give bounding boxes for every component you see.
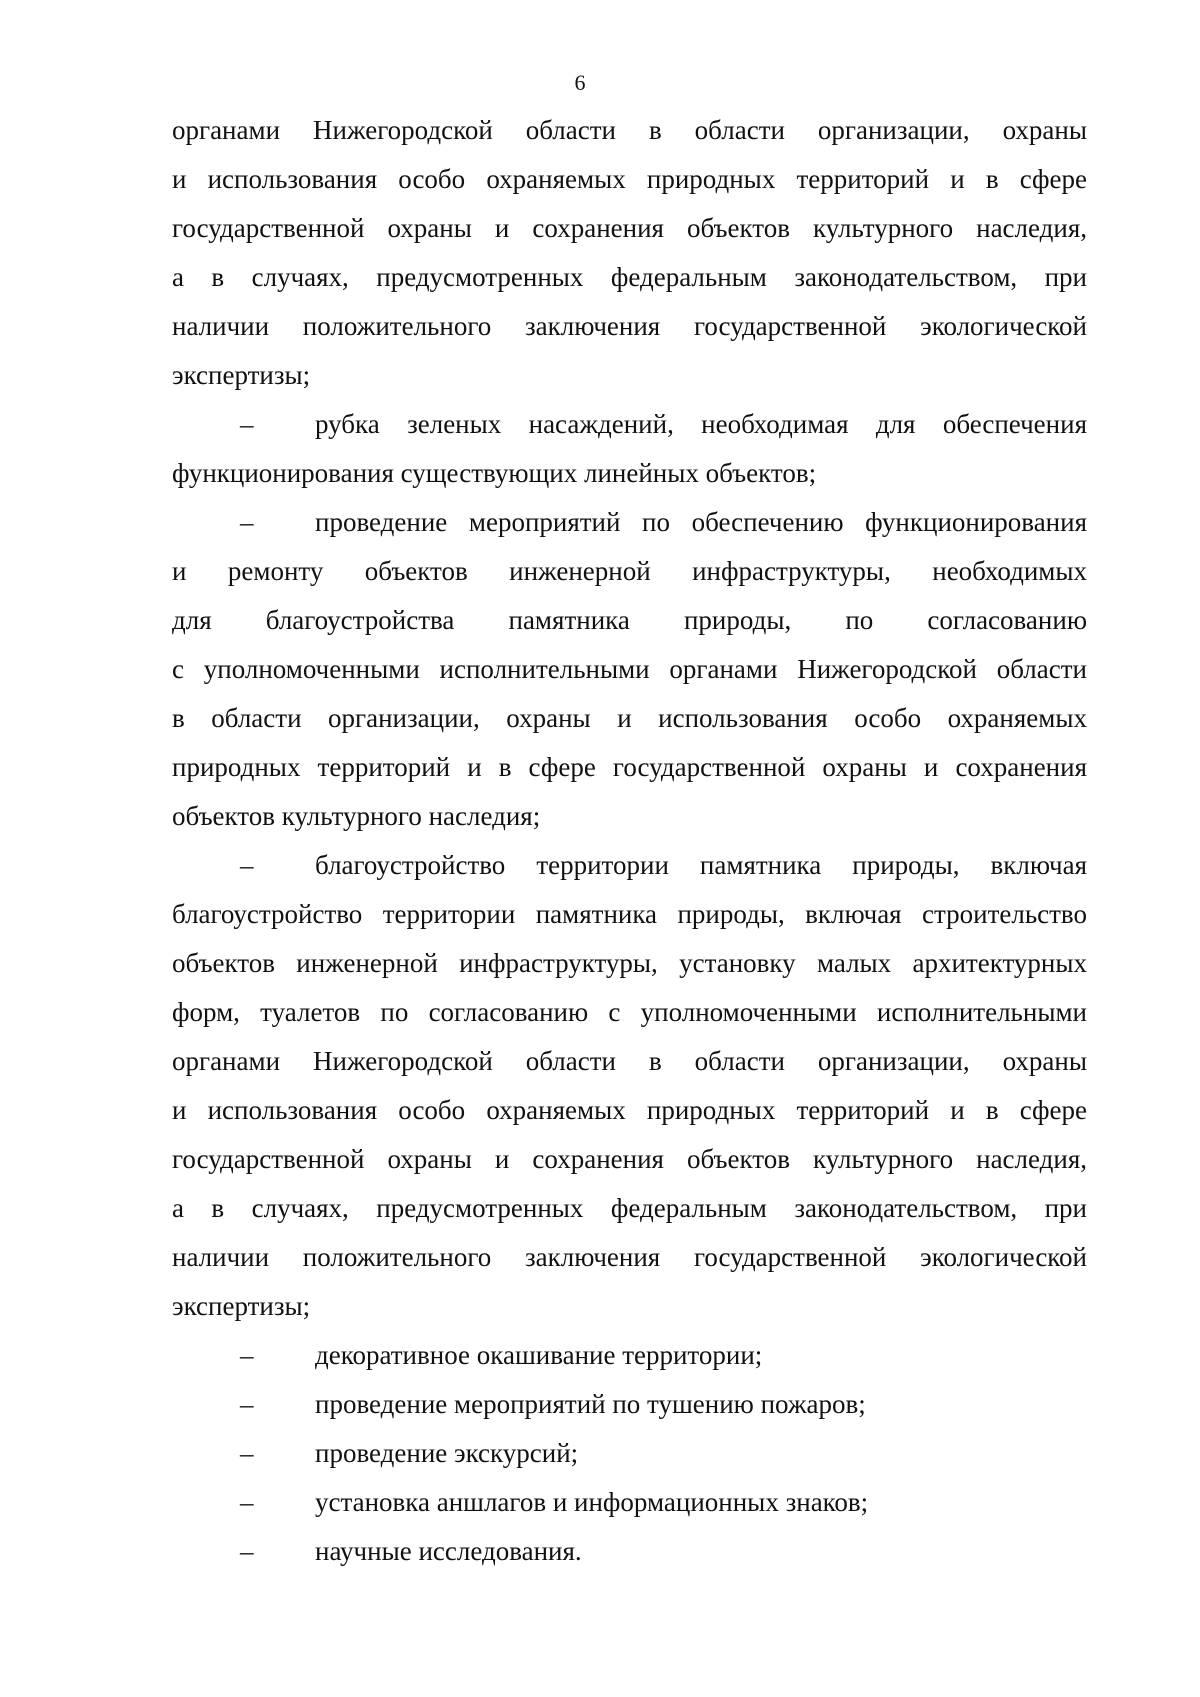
dash-bullet: – bbox=[240, 507, 254, 537]
text-line: государственной охраны и сохранения объектов культурного наследия, bbox=[172, 1144, 1087, 1174]
list-item bbox=[172, 1429, 1087, 1478]
document-body bbox=[172, 106, 1087, 1576]
text-line: и использования особо охраняемых природных территорий и в сфере bbox=[172, 1095, 1087, 1125]
text-line: органами Нижегородской области в области организации, охраны bbox=[172, 1046, 1087, 1076]
dash-bullet: – bbox=[240, 409, 254, 439]
text-line: а в случаях, предусмотренных федеральным законодательством, при bbox=[172, 262, 1087, 292]
text-line: в области организации, охраны и использования особо охраняемых bbox=[172, 703, 1087, 733]
text-line: с уполномоченными исполнительными органами Нижегородской области bbox=[172, 654, 1087, 684]
dash-bullet: – bbox=[240, 1340, 254, 1370]
text-line: для благоустройства памятника природы, по согласованию bbox=[172, 605, 1087, 635]
intro-paragraph bbox=[172, 106, 1087, 400]
text-line: экспертизы; bbox=[172, 1291, 311, 1321]
text-line: рубка зеленых насаждений, необходимая для обеспечения bbox=[315, 409, 1087, 439]
text-line: и ремонту объектов инженерной инфраструктуры, необходимых bbox=[172, 556, 1087, 586]
page-number: 6 bbox=[574, 70, 586, 95]
list-item bbox=[172, 1478, 1087, 1527]
list-item-first-line bbox=[172, 498, 1087, 547]
text-line: наличии положительного заключения государственной экологической bbox=[172, 311, 1087, 341]
list-item-first-line bbox=[172, 400, 1087, 449]
text-line: а в случаях, предусмотренных федеральным законодательством, при bbox=[172, 1193, 1087, 1223]
text-line: благоустройство территории памятника природы, включая bbox=[315, 850, 1087, 880]
text-line: проведение мероприятий по обеспечению функционирования bbox=[315, 507, 1087, 537]
text-line: декоративное окашивание территории; bbox=[315, 1340, 763, 1370]
text-line: и использования особо охраняемых природных территорий и в сфере bbox=[172, 164, 1087, 194]
text-line: органами Нижегородской области в области организации, охраны bbox=[172, 115, 1087, 145]
text-line: проведение экскурсий; bbox=[315, 1438, 579, 1468]
text-line: экспертизы; bbox=[172, 360, 311, 390]
dash-bullet: – bbox=[240, 1389, 254, 1419]
dash-bullet: – bbox=[240, 850, 254, 880]
list-item bbox=[172, 1331, 1087, 1380]
text-line: научные исследования. bbox=[315, 1536, 582, 1566]
text-line: наличии положительного заключения государственной экологической bbox=[172, 1242, 1087, 1272]
text-line: форм, туалетов по согласованию с уполномоченными исполнительными bbox=[172, 997, 1087, 1027]
dash-bullet: – bbox=[240, 1487, 254, 1517]
list-item bbox=[172, 841, 1087, 1331]
text-line: установка аншлагов и информационных знаков; bbox=[315, 1487, 869, 1517]
text-line: благоустройство территории памятника природы, включая строительство bbox=[172, 899, 1087, 929]
list-item bbox=[172, 1380, 1087, 1429]
list-item-first-line bbox=[172, 841, 1087, 890]
text-line: проведение мероприятий по тушению пожаров; bbox=[315, 1389, 866, 1419]
dash-bullet: – bbox=[240, 1536, 254, 1566]
text-line: природных территорий и в сфере государственной охраны и сохранения bbox=[172, 752, 1087, 782]
text-line: функционирования существующих линейных объектов; bbox=[172, 458, 817, 488]
text-line: объектов инженерной инфраструктуры, установку малых архитектурных bbox=[172, 948, 1087, 978]
text-line: объектов культурного наследия; bbox=[172, 801, 541, 831]
list-item bbox=[172, 498, 1087, 841]
list-item bbox=[172, 400, 1087, 498]
list-item bbox=[172, 1527, 1087, 1576]
text-line: государственной охраны и сохранения объектов культурного наследия, bbox=[172, 213, 1087, 243]
dash-bullet: – bbox=[240, 1438, 254, 1468]
